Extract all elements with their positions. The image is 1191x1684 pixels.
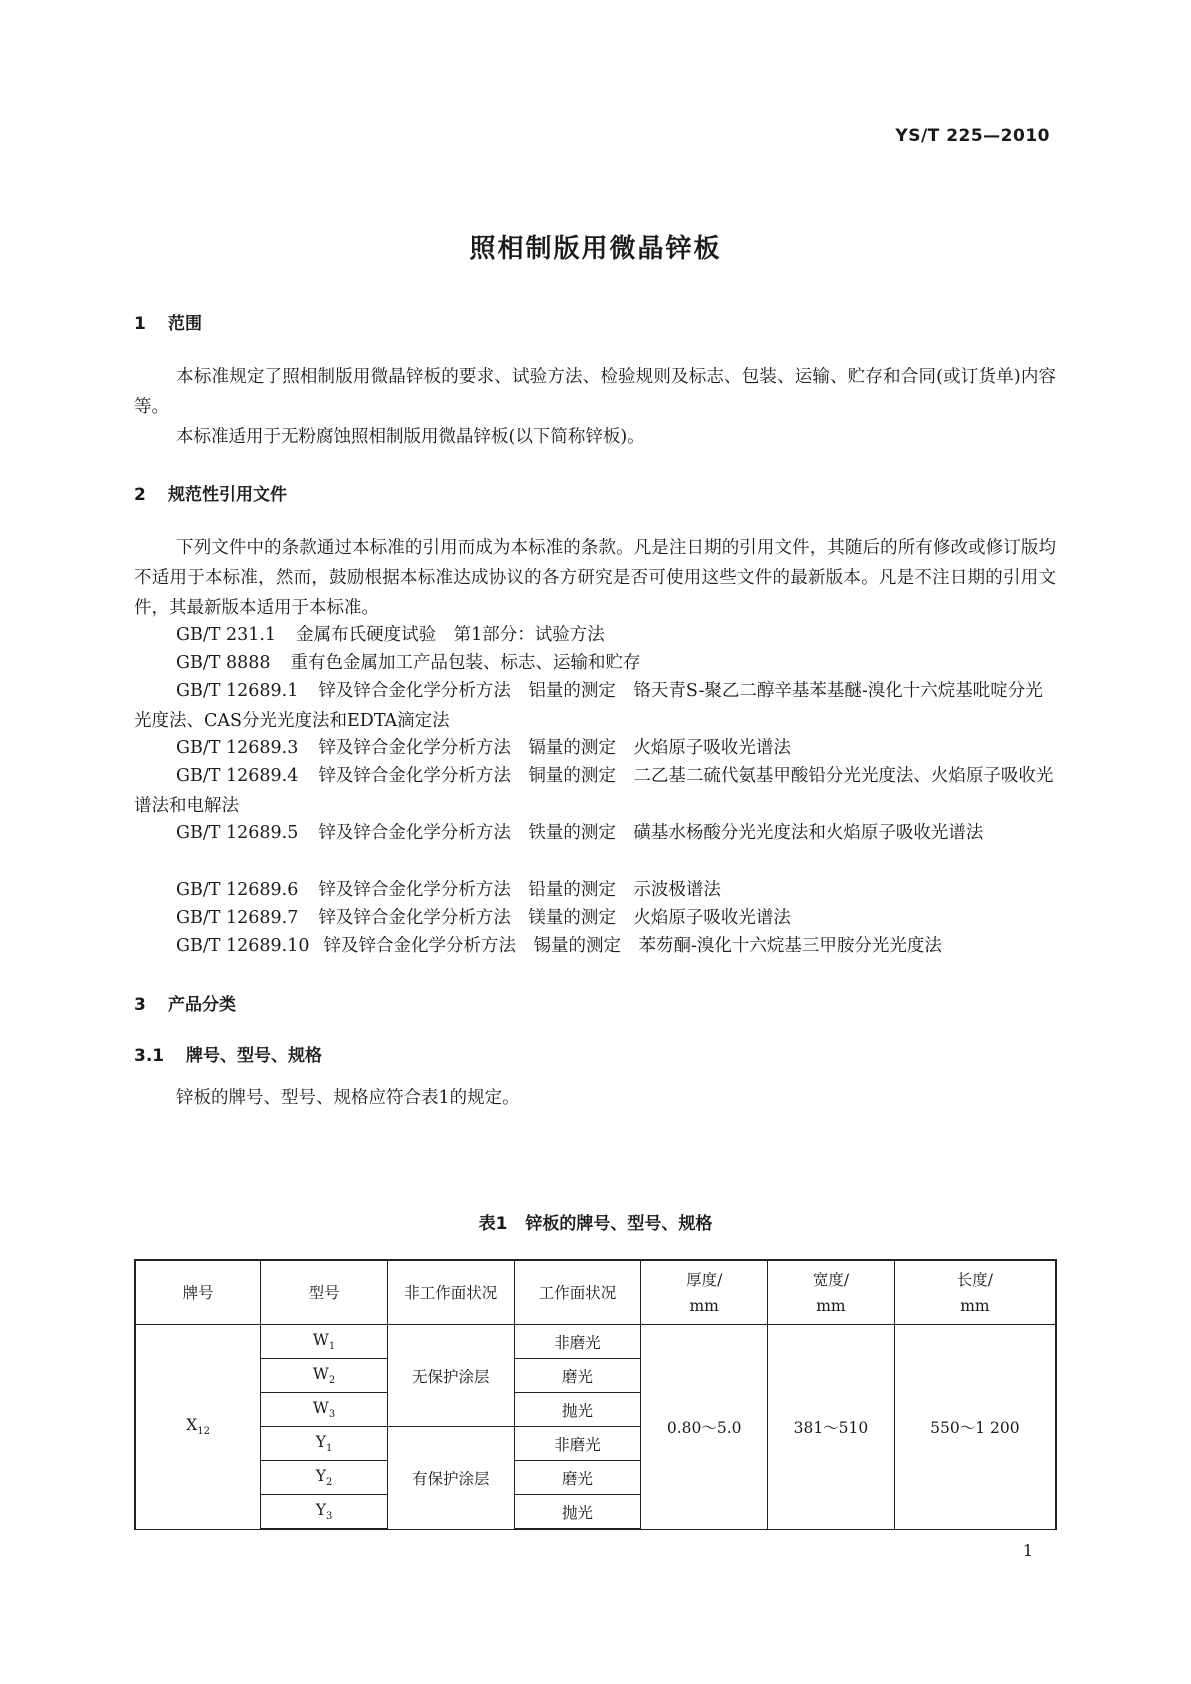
reference-item: GB/T 12689.6 锌及锌合金化学分析方法 铅量的测定 示波极谱法 xyxy=(176,880,721,900)
type-cell: $W_3$ xyxy=(261,1393,388,1427)
type-cell: $Y_2$ xyxy=(261,1461,388,1495)
header-type: 型号 xyxy=(261,1260,388,1325)
reference-item: GB/T 12689.1 锌及锌合金化学分析方法 铝量的测定 铬天青S-聚乙二醇辛基苯基醚-溴化十六烷基吡啶分光光度法、CAS分光光度法和EDTA滴定法 xyxy=(134,681,1043,731)
type-cell: $Y_1$ xyxy=(261,1427,388,1461)
section-number: 3 xyxy=(134,995,146,1015)
section-2-heading xyxy=(134,480,287,505)
reference-item: GB/T 12689.4 锌及锌合金化学分析方法 铜量的测定 二乙基二硫代氨基甲酸铅分光光度法、火焰原子吸收光谱法和电解法 xyxy=(134,766,1054,816)
section-title: 范围 xyxy=(168,314,202,334)
section-3-heading xyxy=(134,990,236,1015)
section-3-1-heading xyxy=(134,1041,322,1066)
section-number: 2 xyxy=(134,485,146,505)
thickness-cell: 0.80～5.0 xyxy=(641,1325,768,1530)
section-1-paragraph-2: 本标准适用于无粉腐蚀照相制版用微晶锌板(以下简称锌板)。 xyxy=(176,427,645,447)
header-length: 长度/ mm xyxy=(894,1260,1056,1325)
reference-item: GB/T 12689.10 锌及锌合金化学分析方法 锡量的测定 苯芴酮-溴化十六烷基三甲胺分光光度法 xyxy=(176,936,942,956)
section-1-heading xyxy=(134,309,202,334)
width-cell: 381～510 xyxy=(768,1325,895,1530)
type-cell: $W_2$ xyxy=(261,1359,388,1393)
reference-item: GB/T 231.1 金属布氏硬度试验 第1部分：试验方法 xyxy=(176,625,605,645)
header-work: 工作面状况 xyxy=(514,1260,641,1325)
reference-item: GB/T 12689.5 锌及锌合金化学分析方法 铁量的测定 磺基水杨酸分光光度法和火焰原子吸收光谱法 xyxy=(176,823,984,843)
nonwork-cell: 无保护涂层 xyxy=(387,1325,514,1427)
document-number: YS/T 225—2010 xyxy=(895,126,1050,146)
section-3-1-paragraph: 锌板的牌号、型号、规格应符合表1的规定。 xyxy=(176,1088,520,1108)
reference-item: GB/T 12689.7 锌及锌合金化学分析方法 镁量的测定 火焰原子吸收光谱法 xyxy=(176,908,791,928)
reference-item: GB/T 12689.3 锌及锌合金化学分析方法 镉量的测定 火焰原子吸收光谱法 xyxy=(176,738,791,758)
length-cell: 550～1 200 xyxy=(894,1325,1056,1530)
grade-cell: $X_{12}$ xyxy=(135,1325,261,1530)
work-cell: 抛光 xyxy=(514,1495,641,1530)
header-grade: 牌号 xyxy=(135,1260,261,1325)
section-2-paragraph-1: 下列文件中的条款通过本标准的引用而成为本标准的条款。凡是注日期的引用文件，其随后的所有修改或修订版均不适用于本标准，然而，鼓励根据本标准达成协议的各方研究是否可使用这些文件的最新版本。凡是不注日期的引用文件，其最新版本适用于本标准。 xyxy=(134,538,1056,618)
table-caption: 表1 锌板的牌号、型号、规格 xyxy=(478,1214,713,1234)
section-number: 1 xyxy=(134,314,146,334)
section-title: 规范性引用文件 xyxy=(168,485,287,505)
section-title: 牌号、型号、规格 xyxy=(186,1046,322,1066)
work-cell: 磨光 xyxy=(514,1359,641,1393)
type-cell: $W_1$ xyxy=(261,1325,388,1359)
section-1-paragraph-1: 本标准规定了照相制版用微晶锌板的要求、试验方法、检验规则及标志、包装、运输、贮存和合同(或订货单)内容等。 xyxy=(134,367,1056,417)
work-cell: 磨光 xyxy=(514,1461,641,1495)
table-row xyxy=(135,1325,1056,1359)
spec-table xyxy=(134,1259,1057,1530)
work-cell: 抛光 xyxy=(514,1393,641,1427)
header-width: 宽度/ mm xyxy=(768,1260,895,1325)
header-nonwork: 非工作面状况 xyxy=(387,1260,514,1325)
type-cell: $Y_3$ xyxy=(261,1495,388,1530)
reference-item: GB/T 8888 重有色金属加工产品包装、标志、运输和贮存 xyxy=(176,653,641,673)
section-number: 3.1 xyxy=(134,1046,165,1066)
nonwork-cell: 有保护涂层 xyxy=(387,1427,514,1530)
header-thickness: 厚度/ mm xyxy=(641,1260,768,1325)
work-cell: 非磨光 xyxy=(514,1325,641,1359)
section-title: 产品分类 xyxy=(168,995,236,1015)
page-number: 1 xyxy=(1022,1541,1033,1560)
page-title: 照相制版用微晶锌板 xyxy=(469,234,722,264)
work-cell: 非磨光 xyxy=(514,1427,641,1461)
table-header-row xyxy=(135,1260,1056,1325)
